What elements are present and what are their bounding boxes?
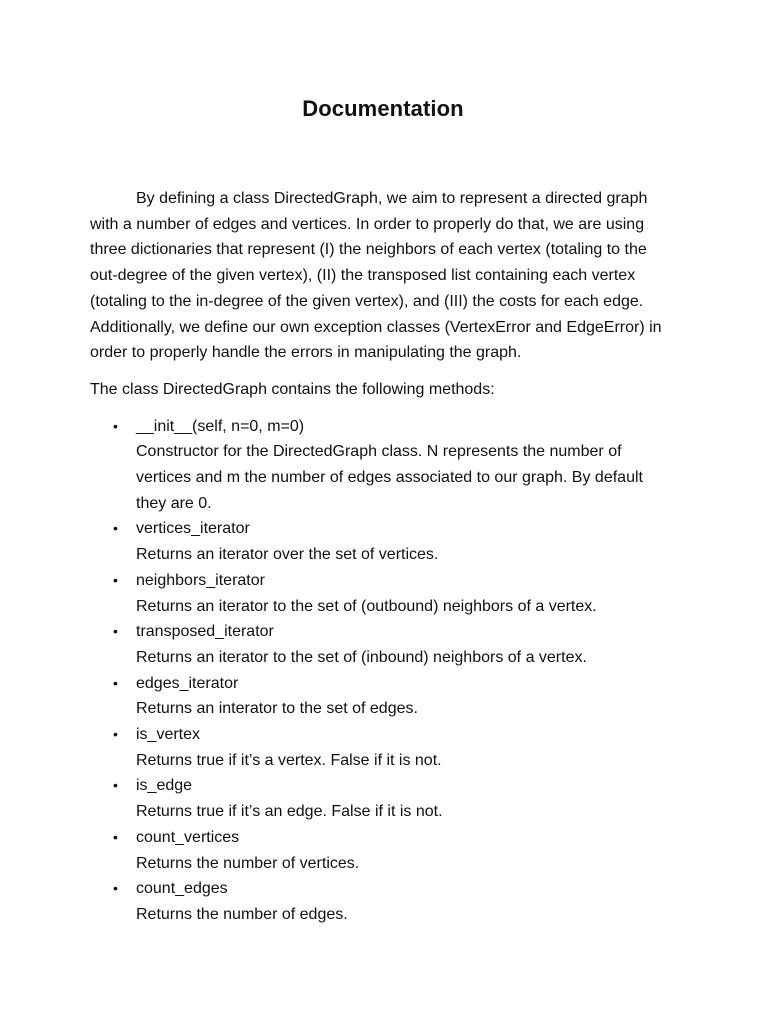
methods-list: [90, 414, 676, 928]
method-item-vertices-iterator: [113, 516, 676, 567]
method-name: transposed_iterator: [136, 623, 274, 641]
method-description: Returns an iterator to the set of (outbound) neighbors of a vertex.: [136, 597, 597, 615]
bullet-icon: •: [113, 828, 118, 845]
bullet-icon: •: [113, 726, 118, 743]
method-name: __init__(self, n=0, m=0): [136, 417, 305, 435]
method-item-transposed-iterator: [113, 619, 676, 670]
bullet-icon: •: [113, 674, 118, 691]
methods-intro-paragraph: The class DirectedGraph contains the following methods:: [90, 380, 495, 398]
method-item-neighbors-iterator: [113, 568, 676, 619]
method-name: count_edges: [136, 880, 228, 898]
method-name: vertices_iterator: [136, 520, 250, 538]
method-description: Returns an iterator to the set of (inbound) neighbors of a vertex.: [136, 648, 587, 666]
method-description: Returns true if it’s a vertex. False if it is not.: [136, 751, 442, 769]
document-title: Documentation: [302, 96, 464, 121]
bullet-icon: •: [113, 571, 118, 588]
method-name: is_vertex: [136, 726, 201, 744]
bullet-icon: •: [113, 520, 118, 537]
method-description: Returns an interator to the set of edges.: [136, 700, 418, 718]
intro-paragraph: By defining a class DirectedGraph, we aim to represent a directed graph with a number of edges and vertices. In order to properly do that, we are using three dictionaries that represent (I) the neighbors of each vertex (totaling to the out-degree of the given vertex), (II) the transposed list containing each vertex (totaling to the in-degree of the given vertex), and (III) the costs for each edge. Additionally, we define our own exception classes (VertexError and EdgeError) in order to properly handle the errors in manipulating the graph.: [90, 190, 662, 362]
method-item-count-edges: [113, 876, 676, 927]
method-description: Returns the number of vertices.: [136, 854, 360, 872]
bullet-icon: •: [113, 880, 118, 897]
method-name: edges_iterator: [136, 674, 239, 692]
method-name: neighbors_iterator: [136, 571, 265, 589]
method-name: count_vertices: [136, 828, 240, 846]
method-item-count-vertices: [113, 825, 676, 876]
method-item-edges-iterator: [113, 671, 676, 722]
method-item-init: [113, 414, 676, 517]
method-item-is-edge: [113, 773, 676, 824]
method-item-is-vertex: [113, 722, 676, 773]
bullet-icon: •: [113, 623, 118, 640]
method-description: Returns true if it’s an edge. False if it is not.: [136, 803, 443, 821]
method-name: is_edge: [136, 777, 193, 795]
method-description: Returns an iterator over the set of vertices.: [136, 546, 439, 564]
method-description: Constructor for the DirectedGraph class. N represents the number of vertices and m the number of edges associated to our graph. By default they are 0.: [136, 443, 643, 512]
bullet-icon: •: [113, 777, 118, 794]
method-description: Returns the number of edges.: [136, 905, 348, 923]
bullet-icon: •: [113, 417, 118, 434]
